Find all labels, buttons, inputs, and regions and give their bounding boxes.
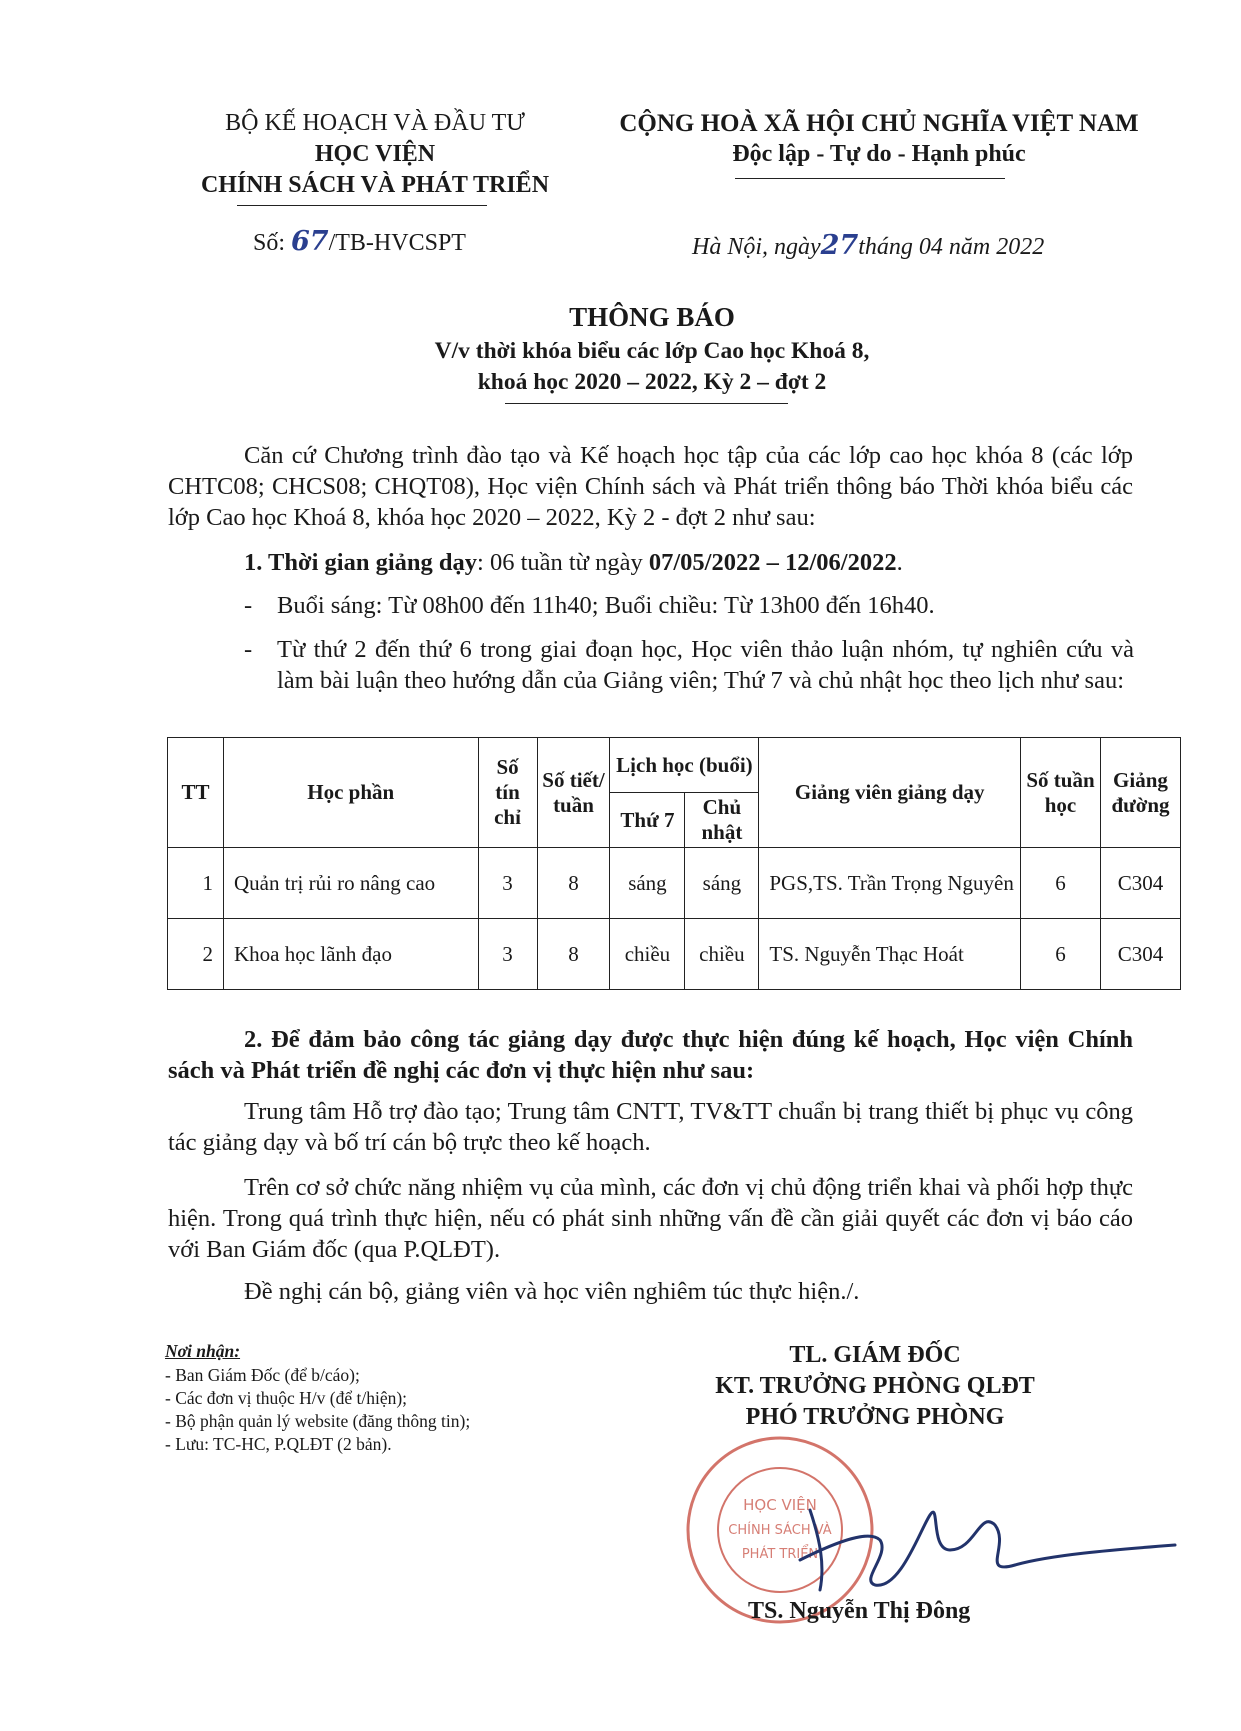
cell-course: Quản trị rủi ro nâng cao bbox=[223, 848, 478, 919]
cell-course: Khoa học lãnh đạo bbox=[223, 919, 478, 990]
signature-block bbox=[660, 1340, 1090, 1433]
section-1-end: . bbox=[896, 549, 903, 576]
recipient-item: - Lưu: TC-HC, P.QLĐT (2 bản). bbox=[165, 1434, 392, 1454]
signature-line-3: PHÓ TRƯỞNG PHÒNG bbox=[745, 1404, 1005, 1430]
bullet-dash: - bbox=[244, 636, 253, 663]
cell-credits: 3 bbox=[478, 919, 537, 990]
cell-sunday: chiều bbox=[685, 919, 759, 990]
bullet-2-text: Từ thứ 2 đến thứ 6 trong giai đoạn học, Học viên thảo luận nhóm, tự nghiên cứu và làm bài luận theo hướng dẫn của Giảng viên; Thứ 7 và chủ nhật học theo lịch như sau: bbox=[277, 636, 1134, 694]
cell-credits: 3 bbox=[478, 848, 537, 919]
recipient-item: - Các đơn vị thuộc H/v (để t/hiện); bbox=[165, 1388, 408, 1408]
date-line bbox=[692, 231, 1044, 262]
table-header-row-1 bbox=[168, 738, 1181, 793]
doc-title: THÔNG BÁO bbox=[569, 302, 735, 332]
cell-sunday: sáng bbox=[685, 848, 759, 919]
institute-name-2: CHÍNH SÁCH VÀ PHÁT TRIỂN bbox=[200, 172, 550, 198]
cell-tt: 2 bbox=[168, 919, 224, 990]
country-name: CỘNG HOÀ XÃ HỘI CHỦ NGHĨA VIỆT NAM bbox=[619, 110, 1139, 137]
date-prefix: Hà Nội, ngày bbox=[692, 234, 821, 260]
cell-periods: 8 bbox=[537, 919, 610, 990]
cell-room: C304 bbox=[1100, 848, 1180, 919]
doc-number-suffix: /TB-HVCSPT bbox=[328, 230, 466, 256]
signature-line-1: TL. GIÁM ĐỐC bbox=[789, 1342, 961, 1368]
header-credits: Số tín chỉ bbox=[478, 738, 537, 848]
cell-weeks: 6 bbox=[1021, 919, 1101, 990]
table-row bbox=[168, 919, 1181, 990]
doc-number-handwritten: 67 bbox=[291, 226, 329, 257]
signer-name: TS. Nguyễn Thị Đông bbox=[748, 1598, 971, 1624]
doc-subtitle-line-2: khoá học 2020 – 2022, Kỳ 2 – đợt 2 bbox=[477, 369, 827, 395]
recipient-item: - Ban Giám Đốc (để b/cáo); bbox=[165, 1365, 360, 1385]
institute-name-1: HỌC VIỆN bbox=[314, 141, 436, 167]
recipient-item: - Bộ phận quản lý website (đăng thông tin); bbox=[165, 1411, 471, 1431]
cell-lecturer: TS. Nguyễn Thạc Hoát bbox=[759, 919, 1021, 990]
header-weeks: Số tuần học bbox=[1021, 738, 1101, 848]
title-underline bbox=[505, 403, 788, 404]
header-saturday: Thứ 7 bbox=[610, 793, 685, 848]
stamp-text-line-2: CHÍNH SÁCH VÀ bbox=[728, 1523, 832, 1538]
cell-tt: 1 bbox=[168, 848, 224, 919]
header-schedule: Lịch học (buổi) bbox=[610, 738, 759, 793]
doc-subtitle bbox=[300, 336, 1004, 398]
motto: Độc lập - Tự do - Hạnh phúc bbox=[732, 141, 1026, 167]
schedule-table bbox=[167, 737, 1181, 990]
section-2-heading: 2. Để đảm bảo công tác giảng dạy được thực hiện đúng kế hoạch, Học viện Chính sách và Phát triển đề nghị các đơn vị thực hiện như sau: bbox=[168, 1026, 1133, 1084]
bullet-item-2 bbox=[244, 634, 1134, 730]
date-day-handwritten: 27 bbox=[820, 230, 859, 261]
doc-number bbox=[253, 227, 466, 258]
doc-number-prefix: Số: bbox=[253, 230, 286, 256]
cell-saturday: sáng bbox=[610, 848, 685, 919]
stamp-text-line-3: PHÁT TRIỂN bbox=[741, 1547, 819, 1562]
header-sunday: Chủ nhật bbox=[685, 793, 759, 848]
cell-periods: 8 bbox=[537, 848, 610, 919]
header-left bbox=[170, 108, 580, 201]
date-suffix: tháng 04 năm 2022 bbox=[858, 234, 1045, 260]
header-right bbox=[598, 108, 1160, 170]
intro-paragraph: Căn cứ Chương trình đào tạo và Kế hoạch học tập của các lớp cao học khóa 8 (các lớp CHTC08; CHCS08; CHQT08), Học viện Chính sách và Phát triển thông báo Thời khóa biểu các lớp Cao học Khoá 8, khóa học 2020 – 2022, Kỳ 2 - đợt 2 như sau: bbox=[168, 442, 1133, 531]
header-tt: TT bbox=[168, 738, 224, 848]
signature-line-2: KT. TRƯỞNG PHÒNG QLĐT bbox=[715, 1373, 1035, 1399]
bullet-dash: - bbox=[244, 592, 253, 619]
cell-saturday: chiều bbox=[610, 919, 685, 990]
section-1-label: 1. Thời gian giảng dạy bbox=[244, 549, 478, 576]
table-row bbox=[168, 848, 1181, 919]
header-lecturer: Giảng viên giảng dạy bbox=[759, 738, 1021, 848]
header-room: Giảng đường bbox=[1100, 738, 1180, 848]
bullet-item-1 bbox=[244, 590, 1144, 622]
section-1-text: : 06 tuần từ ngày bbox=[477, 549, 649, 576]
header-left-underline bbox=[237, 205, 487, 206]
header-periods: Số tiết/ tuần bbox=[537, 738, 610, 848]
bullet-1-text: Buổi sáng: Từ 08h00 đến 11h40; Buổi chiều: Từ 13h00 đến 16h40. bbox=[277, 592, 935, 619]
doc-subtitle-line-1: V/v thời khóa biểu các lớp Cao học Khoá 8, bbox=[434, 338, 870, 364]
ministry-name: BỘ KẾ HOẠCH VÀ ĐẦU TƯ bbox=[225, 110, 525, 136]
paragraph-training-center: Trung tâm Hỗ trợ đào tạo; Trung tâm CNTT, TV&TT chuẩn bị trang thiết bị phục vụ công tác giảng dạy và bố trí cán bộ trực theo kế hoạch. bbox=[168, 1098, 1133, 1156]
cell-room: C304 bbox=[1100, 919, 1180, 990]
handwritten-signature bbox=[780, 1470, 1180, 1610]
recipients-title: Nơi nhận: bbox=[165, 1341, 241, 1361]
stamp-text-line-1: HỌC VIỆN bbox=[743, 1496, 817, 1514]
section-1-heading bbox=[244, 547, 903, 578]
cell-lecturer: PGS,TS. Trần Trọng Nguyên bbox=[759, 848, 1021, 919]
paragraph-units-coordination: Trên cơ sở chức năng nhiệm vụ của mình, các đơn vị chủ động triển khai và phối hợp thực hiện. Trong quá trình thực hiện, nếu có phát sinh những vấn đề cần giải quyết các đơn vị báo cáo với Ban Giám đốc (qua P.QLĐT). bbox=[168, 1174, 1133, 1263]
motto-underline bbox=[735, 178, 1005, 179]
section-1-dates: 07/05/2022 – 12/06/2022 bbox=[648, 549, 897, 576]
paragraph-request: Đề nghị cán bộ, giảng viên và học viên nghiêm túc thực hiện./. bbox=[244, 1278, 860, 1305]
header-course: Học phần bbox=[223, 738, 478, 848]
cell-weeks: 6 bbox=[1021, 848, 1101, 919]
